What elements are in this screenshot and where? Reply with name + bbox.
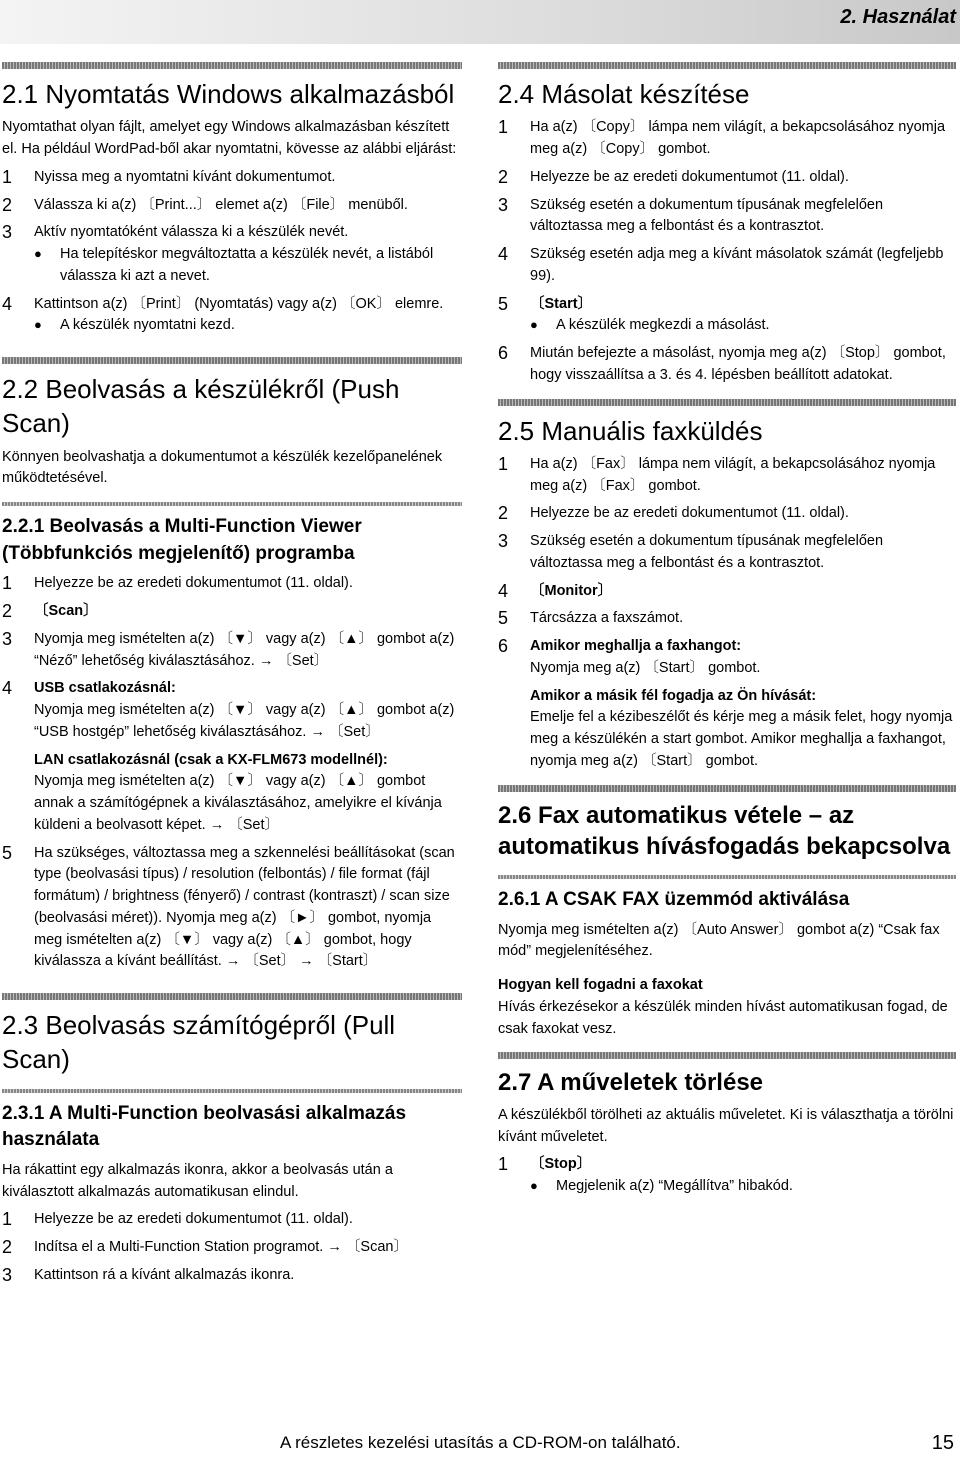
section-title-2-2: 2.2 Beolvasás a készülékről (Push Scan) — [2, 374, 400, 439]
subsection-rule — [2, 502, 462, 506]
step-item: 4 〔Monitor〕 — [498, 580, 613, 601]
step-item: 2 Válassza ki a(z) 〔Print...〕 elemet a(z) 〔File〕 menüből. — [2, 194, 408, 215]
bullet-item: ● Megjelenik a(z) “Megállítva” hibakód. — [530, 1176, 956, 1198]
step-item: 1 Helyezze be az eredeti dokumentumot (11. oldal). — [2, 573, 353, 594]
section-intro: A készülékből törölheti az aktuális műveletet. Ki is választhatja a törölni kívánt műveletet. — [498, 1106, 954, 1145]
step-item: 1 Helyezze be az eredeti dokumentumot (11. oldal). — [2, 1209, 353, 1230]
section-title-2-1: 2.1 Nyomtatás Windows alkalmazásból — [2, 79, 455, 109]
section-title-2-3: 2.3 Beolvasás számítógépről (Pull Scan) — [2, 1010, 396, 1075]
section-rule — [2, 357, 462, 364]
step-item: 5 Ha szükséges, változtassa meg a szkennelési beállításokat (scan type (beolvasási típus) / resolution (felbontás) / file format (fájl formátum) / brightness (fényerő) / contrast (kontraszt) / scan size (beolvasási méret)). Nyomja meg a(z) 〔►〕 gombot, nyomja meg ismételten a(z) 〔▼〕 vagy a(z) 〔▲〕 gombot, hogy kiválassza a kívánt beállítást. → 〔Set〕 → 〔Start〕 — [2, 842, 455, 970]
subsection-rule — [498, 875, 956, 879]
section-rule — [498, 399, 956, 406]
section-rule — [498, 785, 956, 792]
chapter-title: 2. Használat — [840, 6, 956, 28]
bullet-icon: ● — [530, 1178, 538, 1194]
subsection-rule — [2, 1089, 462, 1093]
step-item: 2 〔Scan〕 — [2, 601, 98, 622]
subheading: Hogyan kell fogadni a faxokat — [498, 977, 703, 994]
bullet-item: ● A készülék nyomtatni kezd. — [34, 315, 462, 337]
bullet-icon: ● — [34, 246, 42, 262]
step-item: 6 Miután befejezte a másolást, nyomja meg a(z) 〔Stop〕 gombot, hogy visszaállítsa a 3. és 4. lépésben beállított adatokat. — [498, 343, 946, 383]
section-title-2-4: 2.4 Másolat készítése — [498, 79, 750, 109]
page-footer — [0, 1418, 960, 1456]
bullet-item: ● Ha telepítéskor megváltoztatta a készülék nevét, a listából válassza ki azt a nevet. — [34, 244, 462, 288]
bullet-icon: ● — [530, 317, 538, 333]
step-item: 3 Szükség esetén a dokumentum típusának megfelelően változtassa meg a felbontást és a kontrasztot. — [498, 194, 884, 235]
section-rule — [2, 62, 462, 69]
step-item: 3 Kattintson rá a kívánt alkalmazás ikonra. — [2, 1264, 295, 1285]
page-header — [0, 0, 960, 44]
step-item: 2 Helyezze be az eredeti dokumentumot (11. oldal). — [498, 503, 849, 524]
step-item: 2 Helyezze be az eredeti dokumentumot (11. oldal). — [498, 166, 849, 187]
step-item: 1 Ha a(z) 〔Copy〕 lámpa nem világít, a bekapcsolásához nyomja meg a(z) 〔Copy〕 gombot. — [498, 117, 946, 158]
step-item: 3 Nyomja meg ismételten a(z) 〔▼〕 vagy a(z) 〔▲〕 gombot a(z) “Néző” lehetőség kiválasztásához. → 〔Set〕 — [2, 628, 455, 669]
step-item: 3 Aktív nyomtatóként válassza ki a készülék nevét. ● Ha telepítéskor megváltoztatta a készülék nevét, a listából válassza ki azt a nevet. — [2, 222, 462, 287]
step-item: 5 Tárcsázza a faxszámot. — [498, 608, 684, 629]
section-intro: Könnyen beolvashatja a dokumentumot a készülék kezelőpanelének működtetésével. — [2, 448, 443, 487]
right-column — [498, 62, 956, 1204]
paragraph: Nyomja meg ismételten a(z) 〔Auto Answer〕 gombot a(z) “Csak fax mód” megjelenítéséhez. — [498, 921, 940, 960]
subsection-title-2-6-1: 2.6.1 A CSAK FAX üzemmód aktiválása — [498, 888, 850, 910]
step-item: 1 Nyissa meg a nyomtatni kívánt dokumentumot. — [2, 166, 336, 187]
step-item: 5 〔Start〕 ● A készülék megkezdi a másolást. — [498, 294, 956, 338]
subsection-title-2-2-1: 2.2.1 Beolvasás a Multi-Function Viewer (Többfunkciós megjelenítő) programba — [2, 516, 362, 564]
paragraph: Hívás érkezésekor a készülék minden hívást automatikusan fogad, de csak faxokat vesz. — [498, 998, 948, 1037]
section-intro: Ha rákattint egy alkalmazás ikonra, akkor a beolvasás után a kiválasztott alkalmazás automatikusan elindul. — [2, 1161, 393, 1200]
section-title-2-7: 2.7 A műveletek törlése — [498, 1069, 764, 1097]
section-rule — [498, 62, 956, 69]
step-item: 1 〔Stop〕 ● Megjelenik a(z) “Megállítva” hibakód. — [498, 1154, 956, 1198]
section-intro: Nyomtathat olyan fájlt, amelyet egy Windows alkalmazásban készített el. Ha például WordPad-ből akar nyomtatni, kövesse az alábbi eljárást: — [2, 119, 457, 158]
step-item: 4 Szükség esetén adja meg a kívánt másolatok számát (legfeljebb 99). — [498, 244, 944, 284]
bullet-icon: ● — [34, 317, 42, 333]
section-title-2-6: 2.6 Fax automatikus vétele – az automatikus hívásfogadás bekapcsolva — [498, 801, 951, 861]
section-rule — [2, 993, 462, 1000]
section-rule — [498, 1052, 956, 1059]
step-item: 2 Indítsa el a Multi-Function Station programot. → 〔Scan〕 — [2, 1237, 408, 1258]
step-item: 1 Ha a(z) 〔Fax〕 lámpa nem világít, a bekapcsolásához nyomja meg a(z) 〔Fax〕 gombot. — [498, 453, 936, 494]
step-item: 6 Amikor meghallja a faxhangot: Nyomja meg a(z) 〔Start〕 gombot. Amikor a másik fél fogadja az Ön hívását: Emelje fel a kézibeszélőt és kérje meg a másik felet, hogy nyomja meg a készülékén a start gombot. Amikor meghallja a faxhangot, nyomja meg a(z) 〔Start〕 gombot. — [498, 636, 953, 769]
step-item: 3 Szükség esetén a dokumentum típusának megfelelően változtassa meg a felbontást és a kontrasztot. — [498, 531, 884, 571]
step-item: 4 USB csatlakozásnál: Nyomja meg ismételten a(z) 〔▼〕 vagy a(z) 〔▲〕 gombot a(z) “USB hostgép” lehetőség kiválasztásához. → 〔Set〕 LAN csatlakozásnál (csak a KX-FLM673 modellnél): Nyomja meg ismételten a(z) 〔▼〕 vagy a(z) 〔▲〕 gombot annak a számítógépnek a kiválasztásához, amelyikre el kívánja küldeni a beolvasott képet. → 〔Set〕 — [2, 678, 455, 833]
bullet-item: ● A készülék megkezdi a másolást. — [530, 315, 956, 337]
footer-note: A részletes kezelési utasítás a CD-ROM-on található. — [280, 1433, 681, 1452]
subsection-title-2-3-1: 2.3.1 A Multi-Function beolvasási alkalmazás használata — [2, 1102, 407, 1151]
section-title-2-5: 2.5 Manuális faxküldés — [498, 415, 763, 446]
left-column — [2, 62, 462, 1293]
page-number: 15 — [931, 1432, 954, 1454]
step-item: 4 Kattintson a(z) 〔Print〕 (Nyomtatás) vagy a(z) 〔OK〕 elemre. ● A készülék nyomtatni kezd. — [2, 294, 462, 338]
